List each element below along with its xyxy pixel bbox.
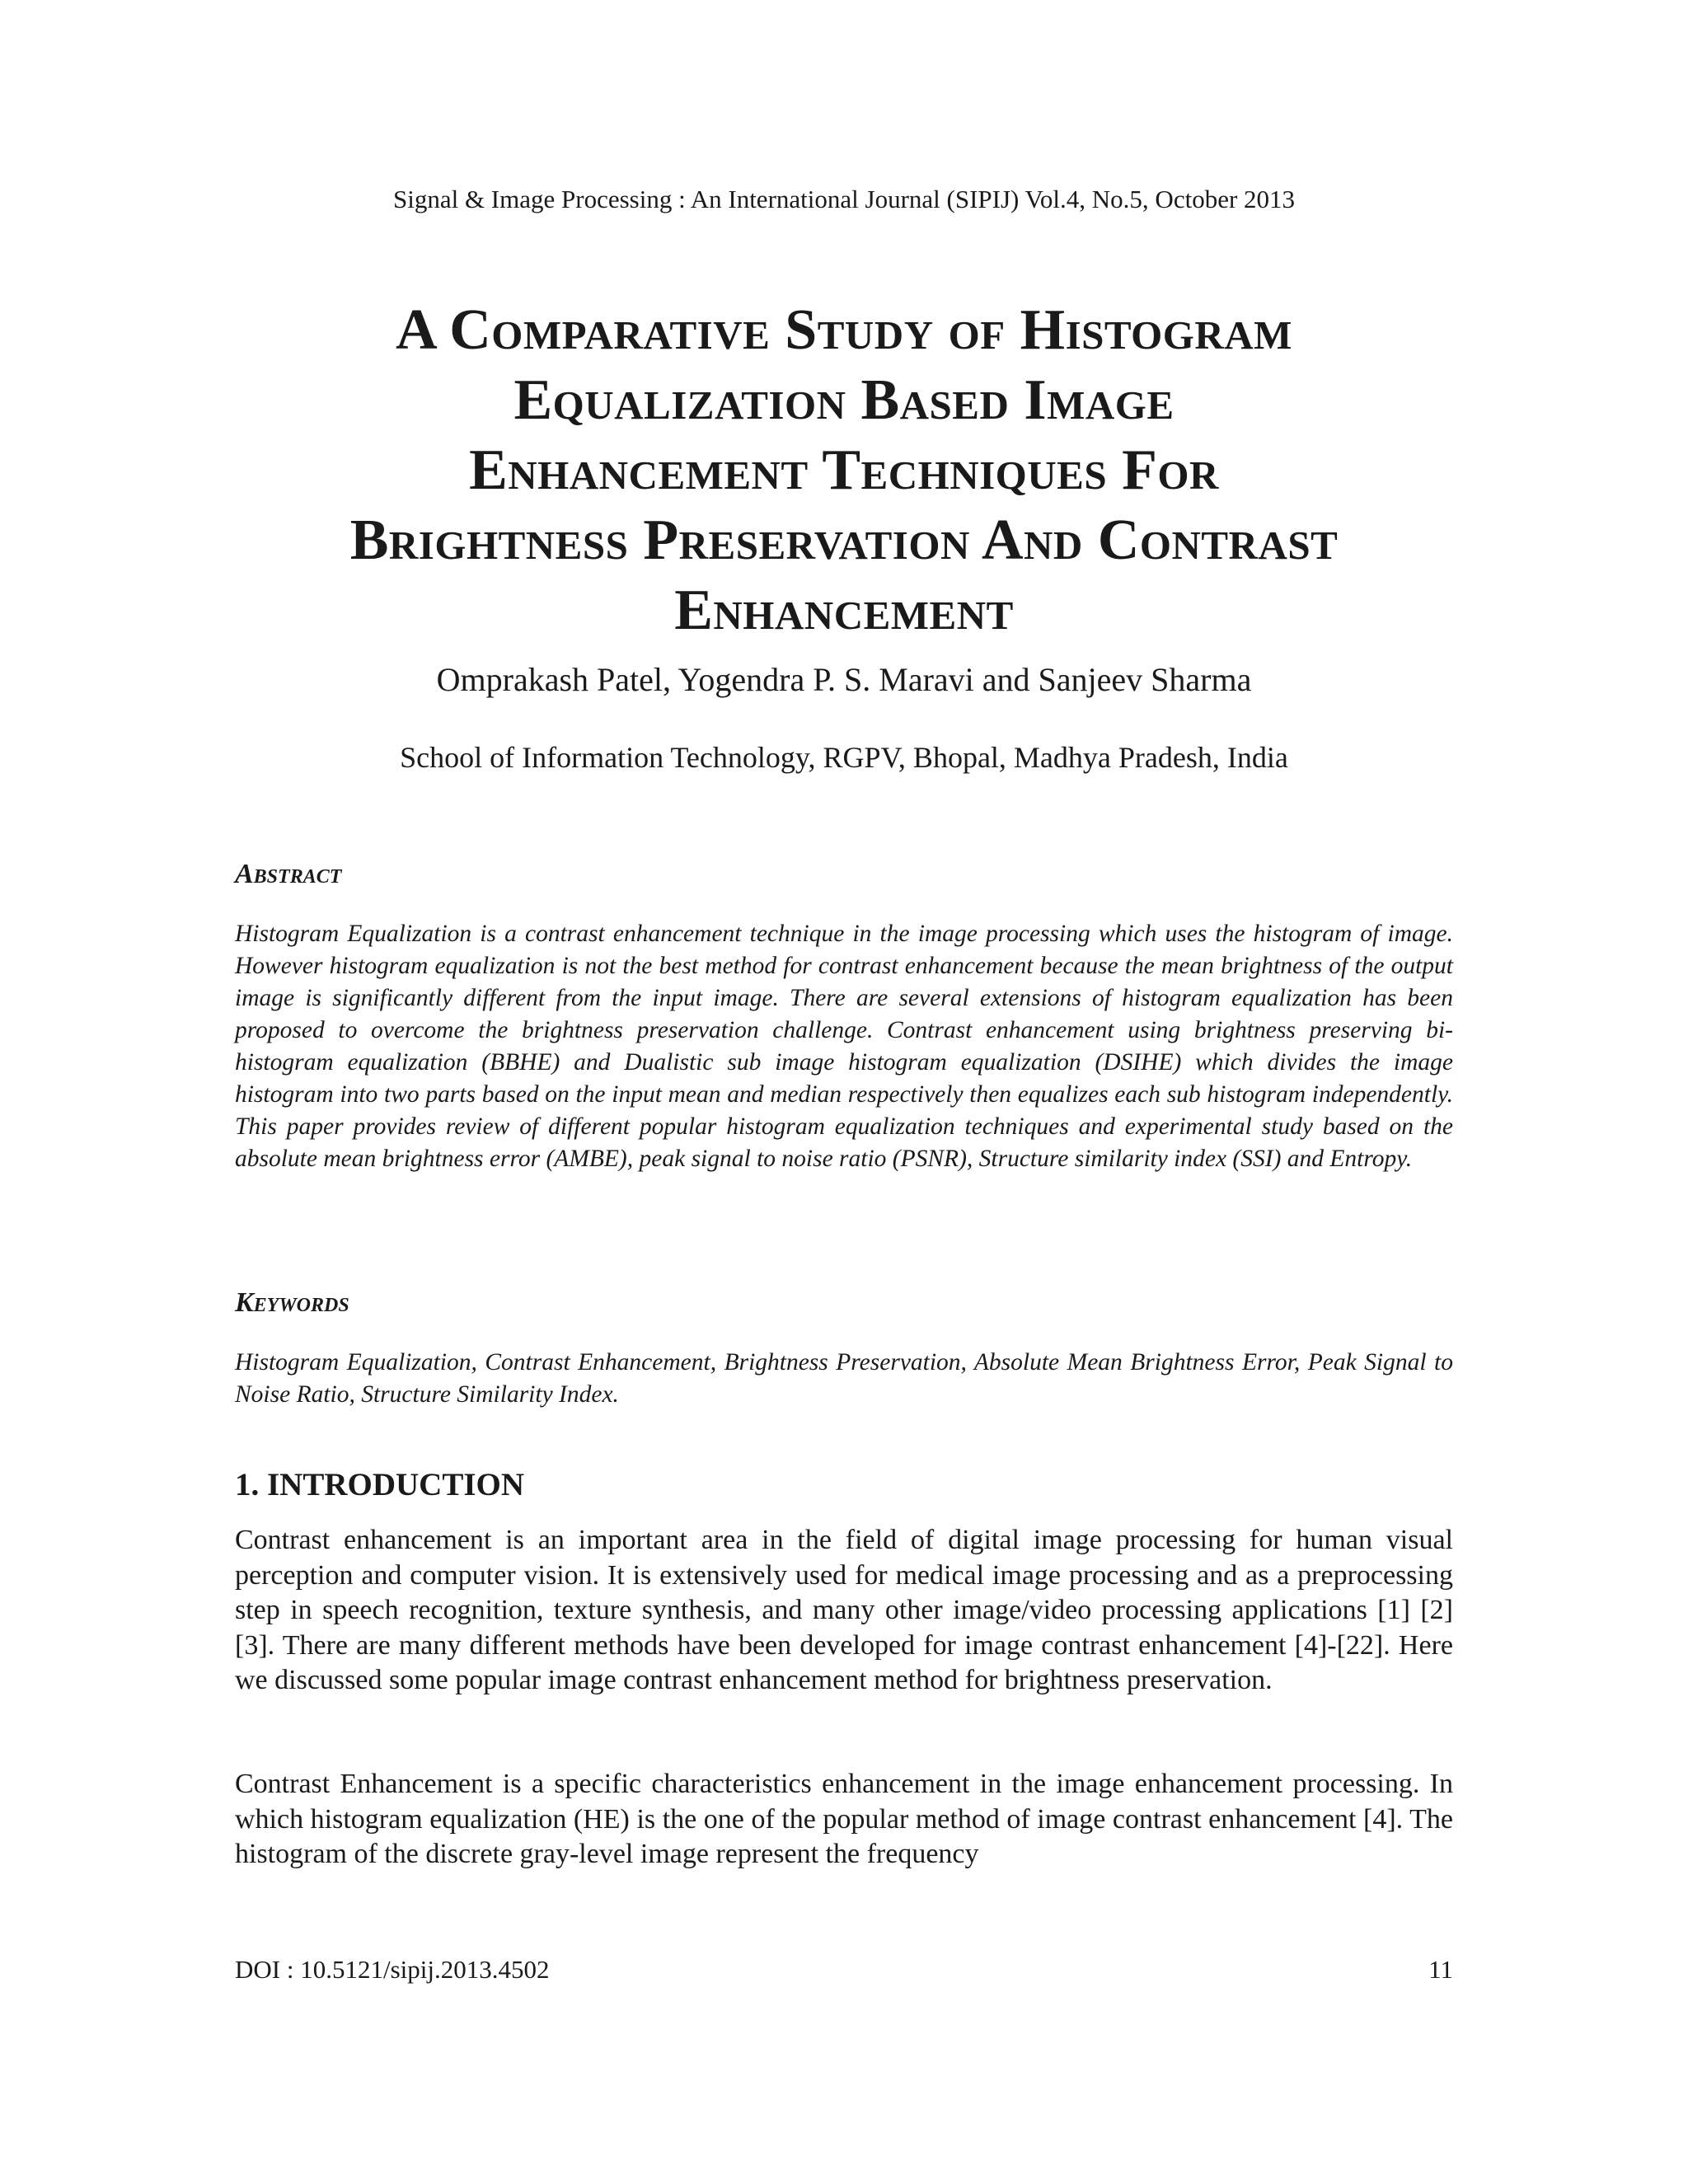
keywords-text: Histogram Equalization, Contrast Enhancement, Brightness Preservation, Absolute Mean Brightness Error, Peak Signal to Noise Ratio, Structure Similarity Index.: [235, 1349, 1453, 1408]
introduction-heading: 1. INTRODUCTION: [235, 1467, 525, 1502]
abstract-heading: Abstract: [235, 859, 342, 889]
keywords-heading: Keywords: [235, 1287, 349, 1318]
title-line: Equalization Based Image: [513, 368, 1175, 432]
author-affiliation: School of Information Technology, RGPV, Bhopal, Madhya Pradesh, India: [400, 741, 1288, 774]
doi-footer: DOI : 10.5121/sipij.2013.4502: [235, 1955, 550, 1984]
paper-title: [165, 295, 1523, 645]
title-line: Brightness Preservation And Contrast: [349, 509, 1339, 572]
author-list: Omprakash Patel, Yogendra P. S. Maravi and Sanjeev Sharma: [436, 661, 1252, 698]
introduction-paragraph: Contrast enhancement is an important area in the field of digital image processing for human visual perception and computer vision. It is extensively used for medical image processing and as a preprocessing step in speech recognition, texture synthesis, and many other image/video processing applications [1] [2] [3]. There are many different methods have been developed for image contrast enhancement [4]-[22]. Here we discussed some popular image contrast enhancement method for brightness preservation.: [235, 1525, 1453, 1695]
title-line: A Comparative Study of Histogram: [396, 298, 1292, 362]
page-number: 11: [1428, 1955, 1453, 1984]
abstract-text: Histogram Equalization is a contrast enhancement technique in the image processing which uses the histogram of image. However histogram equalization is not the best method for contrast enhancement because the mean brightness of the output image is significantly different from the input image. There are several extensions of histogram equalization has been proposed to overcome the brightness preservation challenge. Contrast enhancement using brightness preserving bi-histogram equalization (BBHE) and Dualistic sub image histogram equalization (DSIHE) which divides the image histogram into two parts based on the input mean and median respectively then equalizes each sub histogram independently. This paper provides review of different popular histogram equalization techniques and experimental study based on the absolute mean brightness error (AMBE), peak signal to noise ratio (PSNR), Structure similarity index (SSI) and Entropy.: [235, 921, 1453, 1172]
title-line: Enhancement Techniques For: [469, 438, 1219, 502]
title-line: Enhancement: [674, 579, 1014, 642]
running-header: Signal & Image Processing : An International Journal (SIPIJ) Vol.4, No.5, October 2013: [392, 185, 1296, 213]
introduction-paragraph: Contrast Enhancement is a specific characteristics enhancement in the image enhancement processing. In which histogram equalization (HE) is the one of the popular method of image contrast enhancement [4]. The histogram of the discrete gray-level image represent the frequency: [235, 1769, 1453, 1869]
